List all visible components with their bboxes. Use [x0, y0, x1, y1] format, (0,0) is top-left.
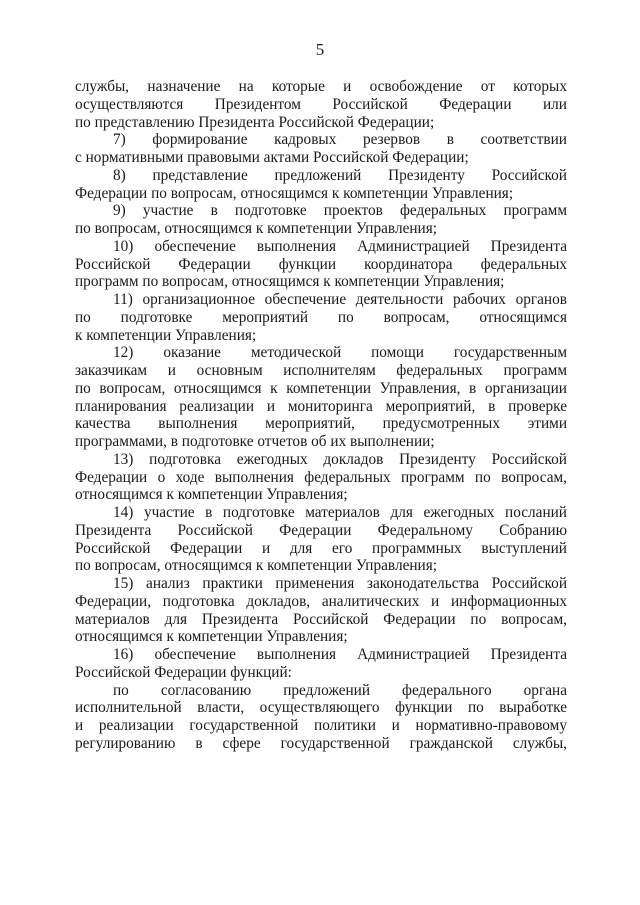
text-line: по вопросам, относящимся к компетенции Управления; — [75, 557, 438, 575]
paragraph-p9 — [75, 202, 567, 238]
text-line: 15) анализ практики применения законодательства Российской — [113, 575, 567, 592]
text-line: по представлению Президента Российской Федерации; — [75, 113, 435, 131]
text-line: по вопросам, относящимся к компетенции Управления; — [75, 220, 438, 237]
paragraph-p16 — [75, 646, 567, 682]
text-line: по подготовке мероприятий по вопросам, относящимся — [75, 308, 567, 326]
text-line: 13) подготовка ежегодных докладов Президенту Российской — [113, 450, 567, 468]
paragraph-p0 — [75, 78, 567, 131]
text-line: планирования реализации и мониторинга мероприятий, в проверке — [75, 397, 567, 415]
text-line: 16) обеспечение выполнения Администрацией Президента — [113, 646, 567, 663]
text-line: с нормативными правовыми актами Российской Федерации; — [75, 149, 469, 166]
text-line: Российской Федерации функций: — [75, 663, 292, 681]
text-line: качества выполнения мероприятий, предусмотренных этими — [75, 415, 567, 433]
text-line: относящимся к компетенции Управления; — [75, 628, 348, 646]
document-body — [75, 78, 567, 753]
paragraph-p10 — [75, 238, 567, 291]
text-line: программ по вопросам, относящимся к компетенции Управления; — [75, 273, 505, 291]
text-line: и реализации государственной политики и нормативно-правовому — [75, 717, 567, 734]
text-line: Президента Российской Федерации Федеральному Собранию — [75, 521, 567, 539]
text-line: относящимся к компетенции Управления; — [75, 486, 348, 504]
text-line: Федерации о ходе выполнения федеральных программ по вопросам, — [75, 468, 567, 486]
paragraph-p16a — [75, 682, 567, 753]
paragraph-p14 — [75, 504, 567, 575]
text-line: 9) участие в подготовке проектов федеральных программ — [113, 202, 567, 220]
text-line: по вопросам, относящимся к компетенции Управления, в организации — [75, 379, 567, 397]
text-line: 12) оказание методической помощи государственным — [113, 344, 567, 362]
text-line: к компетенции Управления; — [75, 326, 257, 344]
text-line: 14) участие в подготовке материалов для ежегодных посланий — [113, 504, 567, 521]
text-line: материалов для Президента Российской Федерации по вопросам, — [75, 610, 567, 628]
text-line: службы, назначение на которые и освобождение от которых — [75, 78, 567, 95]
text-line: 11) организационное обеспечение деятельности рабочих органов — [113, 291, 567, 308]
page-number: 5 — [315, 40, 325, 59]
text-line: Российской Федерации и для его программных выступлений — [75, 539, 567, 557]
text-line: 7) формирование кадровых резервов в соответствии — [113, 131, 567, 149]
text-line: по согласованию предложений федерального органа — [113, 681, 567, 699]
paragraph-p15 — [75, 575, 567, 646]
text-line: Федерации по вопросам, относящимся к компетенции Управления; — [75, 184, 514, 202]
paragraph-p13 — [75, 451, 567, 504]
paragraph-p8 — [75, 167, 567, 203]
paragraph-p12 — [75, 344, 567, 451]
text-line: 10) обеспечение выполнения Администрацией Президента — [113, 237, 567, 255]
text-line: Российской Федерации функции координатора федеральных — [75, 255, 567, 273]
text-line: Федерации, подготовка докладов, аналитических и информационных — [75, 592, 567, 610]
paragraph-p11 — [75, 291, 567, 344]
paragraph-p7 — [75, 131, 567, 167]
text-line: программами, в подготовке отчетов об их выполнении; — [75, 433, 435, 450]
text-line: 8) представление предложений Президенту Российской — [113, 166, 567, 184]
text-line: регулированию в сфере государственной гражданской службы, — [75, 734, 567, 752]
text-line: исполнительной власти, осуществляющего функции по выработке — [75, 699, 567, 717]
text-line: осуществляются Президентом Российской Федерации или — [75, 95, 567, 113]
text-line: заказчикам и основным исполнителям федеральных программ — [75, 362, 567, 379]
